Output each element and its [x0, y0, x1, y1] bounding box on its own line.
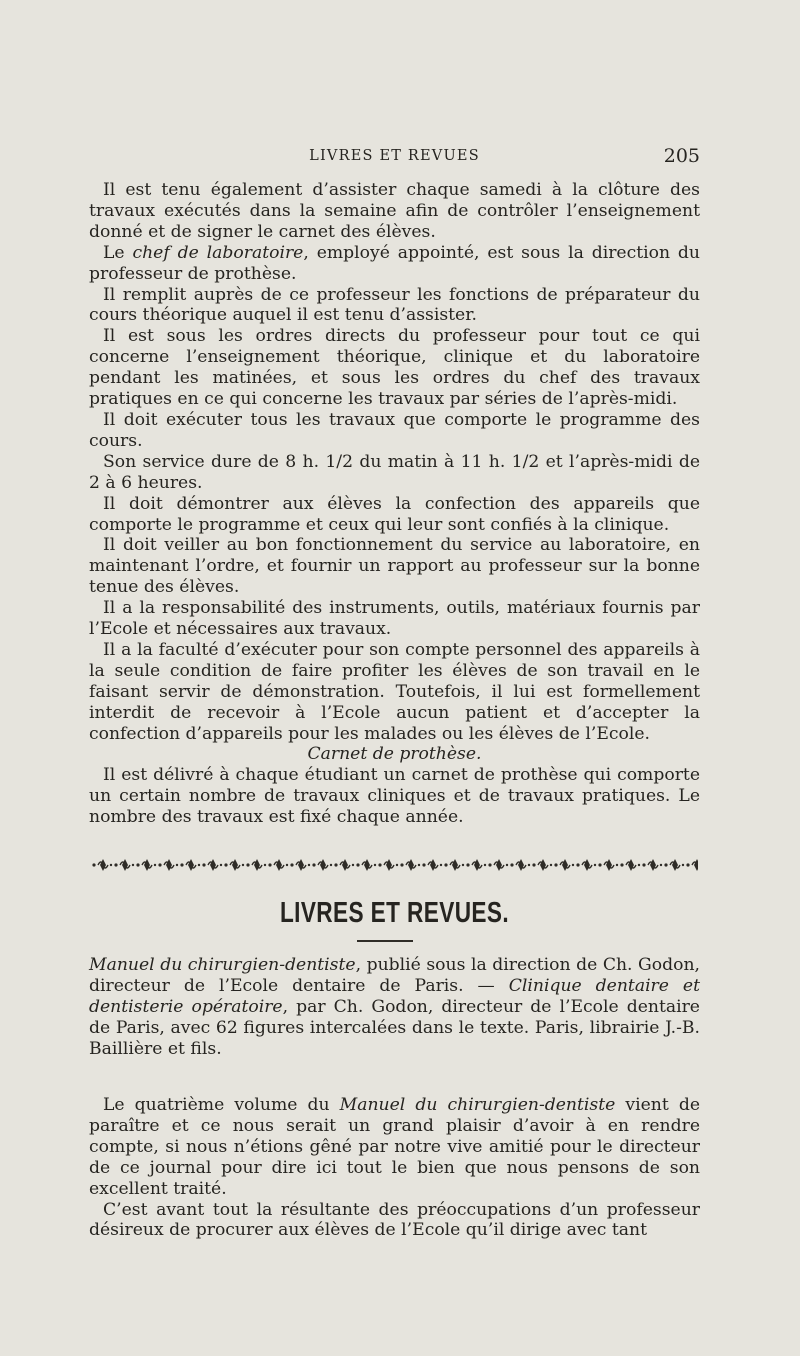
text-run: , publié sous la direction de Ch. Godon, directeur de l’Ecole dentaire de Paris. —: [89, 955, 700, 996]
italic-term: chef de laboratoire: [132, 242, 304, 263]
paragraph: Il est sous les ordres directs du professeur pour tout ce qui concerne l’enseignement théorique, clinique et du laboratoire pendant les matinées, et sous les ordres du chef des travaux pratiques en ce qui concerne les travaux par séries de l’après-midi.: [89, 326, 700, 410]
paragraph: Il est tenu également d’assister chaque samedi à la clôture des travaux exécutés dans la semaine afin de contrôler l’enseignement donné et de signer le carnet des élèves.: [89, 180, 700, 242]
review-reference: [89, 955, 700, 1060]
paragraph: Il a la faculté d’exécuter pour son compte personnel des appareils à la seule condition de faire profiter les élèves de son travail en le faisant servir de démonstration. Toutefois, il lui est formellement interdit de recevoir à l’Ecole aucun patient et d’accepter la confection d’appareils pour les malades ou les élèves de l’Ecole.: [89, 639, 700, 744]
subheading: Carnet de prothèse.: [307, 744, 482, 765]
italic-title: Manuel du chirurgien-dentiste: [339, 1095, 616, 1115]
paragraph: Il doit veiller au bon fonctionnement du service au laboratoire, en maintenant l’ordre, et fournir un rapport au professeur sur la bonne tenue des élèves.: [89, 535, 700, 598]
decorative-border-ornament-icon: [92, 852, 698, 878]
text-run: , par Ch. Godon, directeur de l’Ecole dentaire de Paris, avec 62 figures intercalées dans le texte. Paris, librairie J.-B. Baillière et fils.: [89, 996, 700, 1059]
main-text-block: [89, 180, 700, 828]
text-run: , employé appointé, est sous la direction du professeur de prothèse.: [89, 242, 700, 284]
paragraph: C’est avant tout la résultante des préoccupations d’un professeur désireux de procurer aux élèves de l’Ecole qu’il dirige avec tant: [89, 1199, 700, 1241]
paragraph: [89, 243, 700, 285]
page-number: 205: [663, 145, 700, 167]
paragraph: Il doit démontrer aux élèves la confection des appareils que comporte le programme et ceux qui leur sont confiés à la clinique.: [89, 493, 700, 535]
page-header: [89, 146, 700, 170]
running-title: LIVRES ET REVUES: [309, 148, 480, 164]
bibliographic-reference: [89, 955, 700, 1060]
paragraph: Il doit exécuter tous les travaux que comporte le programme des cours.: [89, 409, 700, 451]
review-body: [89, 1095, 700, 1241]
text-run: Le: [103, 242, 133, 263]
section-title: LIVRES ET REVUES.: [279, 897, 510, 929]
italic-title: Clinique dentaire et dentisterie opératoire: [89, 975, 701, 1017]
paragraph: Il est délivré à chaque étudiant un carnet de prothèse qui comporte un certain nombre de travaux cliniques et de travaux pratiques. Le nombre des travaux est fixé chaque année.: [89, 765, 700, 828]
paragraph: Il remplit auprès de ce professeur les fonctions de préparateur du cours théorique auquel il est tenu d’assister.: [89, 284, 700, 326]
paragraph: Il a la responsabilité des instruments, outils, matériaux fournis par l’Ecole et nécessaires aux travaux.: [89, 598, 700, 640]
text-run: vient de paraître et ce nous serait un grand plaisir d’avoir à en rendre compte, si nous n’étions gêné par notre vive amitié pour le directeur de ce journal pour dire ici tout le bien que nous pensons de son excellent traité.: [89, 1095, 700, 1199]
title-underline-divider: [357, 940, 413, 942]
paragraph: [89, 1095, 700, 1200]
italic-title: Manuel du chirurgien-dentiste: [89, 955, 356, 975]
text-run: Le quatrième volume du: [103, 1095, 340, 1115]
paragraph: Son service dure de 8 h. 1/2 du matin à 11 h. 1/2 et l’après-midi de 2 à 6 heures.: [89, 451, 700, 493]
